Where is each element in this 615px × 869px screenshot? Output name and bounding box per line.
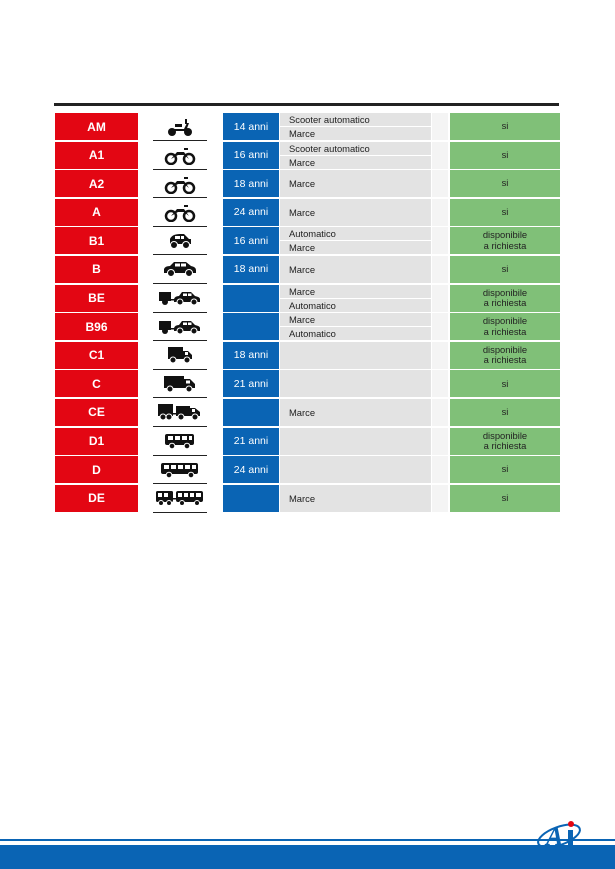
truck-trailer-icon <box>153 399 207 427</box>
scooter-icon <box>153 113 207 141</box>
license-code: DE <box>55 485 138 512</box>
availability-cell <box>450 285 560 312</box>
transmission-option: Automatico <box>289 228 336 240</box>
transmission-option: Marce <box>280 126 431 140</box>
car-trailer-icon <box>153 285 207 313</box>
availability-text: si <box>501 377 509 389</box>
transmission-option: Marce <box>289 206 316 218</box>
availability-cell <box>450 142 560 169</box>
spacer-cell <box>432 113 448 140</box>
minibus-icon <box>153 428 207 456</box>
table-row <box>55 456 560 485</box>
bus-trailer-icon <box>153 485 207 513</box>
license-code: C1 <box>55 342 138 369</box>
min-age: 16 anni <box>223 142 279 169</box>
brand-logo <box>533 812 585 856</box>
table-row <box>55 313 560 342</box>
transmission-cell <box>280 485 431 512</box>
availability-text: disponibile <box>482 286 528 298</box>
motorcycle-icon <box>153 142 207 170</box>
transmission-option: Marce <box>289 178 316 190</box>
license-code: D1 <box>55 428 138 455</box>
license-code: A1 <box>55 142 138 169</box>
availability-cell <box>450 227 560 254</box>
transmission-option: Marce <box>289 406 316 418</box>
car-icon <box>153 256 207 284</box>
spacer-cell <box>432 370 448 397</box>
availability-text: a richiesta <box>483 440 527 452</box>
footer-bar <box>0 845 615 869</box>
license-code: D <box>55 456 138 483</box>
transmission-option: Marce <box>280 240 431 254</box>
availability-cell <box>450 313 560 340</box>
availability-text: si <box>501 177 509 189</box>
license-code: B96 <box>55 313 138 340</box>
availability-cell <box>450 456 560 483</box>
transmission-cell <box>280 370 431 397</box>
table-row <box>55 285 560 314</box>
table-row <box>55 199 560 228</box>
availability-cell <box>450 370 560 397</box>
min-age <box>223 285 279 312</box>
table-row <box>55 342 560 371</box>
license-code: BE <box>55 285 138 312</box>
car-trailer-icon <box>153 313 207 341</box>
license-code: B <box>55 256 138 283</box>
bus-icon <box>153 456 207 484</box>
spacer-cell <box>432 485 448 512</box>
availability-text: a richiesta <box>483 354 527 366</box>
availability-text: si <box>501 491 509 503</box>
table-row <box>55 428 560 457</box>
transmission-cell <box>280 227 431 254</box>
min-age: 21 anni <box>223 428 279 455</box>
transmission-option: Scooter automatico <box>289 114 370 125</box>
min-age: 18 anni <box>223 170 279 197</box>
quadricycle-icon <box>153 227 207 255</box>
table-row <box>55 370 560 399</box>
license-code: A2 <box>55 170 138 197</box>
transmission-option: Automatico <box>280 326 431 340</box>
table-row <box>55 170 560 199</box>
transmission-option: Marce <box>280 155 431 169</box>
transmission-cell <box>280 342 431 369</box>
min-age: 16 anni <box>223 227 279 254</box>
min-age: 18 anni <box>223 256 279 283</box>
motorcycle-icon <box>153 170 207 198</box>
license-code: C <box>55 370 138 397</box>
availability-cell <box>450 342 560 369</box>
transmission-cell <box>280 285 431 312</box>
table-row <box>55 485 560 514</box>
min-age <box>223 485 279 512</box>
min-age: 18 anni <box>223 342 279 369</box>
spacer-cell <box>432 313 448 340</box>
license-code: AM <box>55 113 138 140</box>
transmission-cell <box>280 256 431 283</box>
svg-text:A: A <box>546 822 564 851</box>
min-age <box>223 399 279 426</box>
transmission-option: Automatico <box>280 298 431 312</box>
availability-cell <box>450 428 560 455</box>
availability-text: disponibile <box>482 343 528 355</box>
transmission-option: Scooter automatico <box>289 142 370 154</box>
transmission-cell <box>280 428 431 455</box>
transmission-cell <box>280 399 431 426</box>
availability-cell <box>450 170 560 197</box>
spacer-cell <box>432 199 448 226</box>
spacer-cell <box>432 256 448 283</box>
transmission-cell <box>280 313 431 340</box>
spacer-cell <box>432 456 448 483</box>
availability-text: disponibile <box>482 315 528 327</box>
availability-text: disponibile <box>482 429 528 441</box>
spacer-cell <box>432 428 448 455</box>
availability-text: si <box>501 263 509 275</box>
small-truck-icon <box>153 342 207 370</box>
table-top-rule <box>54 103 559 106</box>
motorcycle-icon <box>153 199 207 227</box>
transmission-option: Marce <box>289 285 316 297</box>
spacer-cell <box>432 342 448 369</box>
spacer-cell <box>432 227 448 254</box>
availability-text: si <box>501 206 509 218</box>
availability-cell <box>450 256 560 283</box>
min-age: 24 anni <box>223 456 279 483</box>
spacer-cell <box>432 399 448 426</box>
availability-text: si <box>501 148 509 160</box>
transmission-option: Marce <box>289 492 316 504</box>
table-row <box>55 399 560 428</box>
table-row <box>55 113 560 142</box>
license-table <box>55 113 560 513</box>
availability-text: si <box>501 463 509 475</box>
truck-icon <box>153 370 207 398</box>
table-row <box>55 142 560 171</box>
min-age: 14 anni <box>223 113 279 140</box>
footer-line <box>0 839 615 841</box>
availability-text: a richiesta <box>483 297 527 309</box>
spacer-cell <box>432 170 448 197</box>
license-code: A <box>55 199 138 226</box>
availability-text: disponibile <box>482 229 528 241</box>
table-row <box>55 227 560 256</box>
availability-text: si <box>501 406 509 418</box>
transmission-cell <box>280 456 431 483</box>
transmission-cell <box>280 113 431 140</box>
min-age <box>223 313 279 340</box>
spacer-cell <box>432 142 448 169</box>
transmission-cell <box>280 170 431 197</box>
min-age: 21 anni <box>223 370 279 397</box>
table-row <box>55 256 560 285</box>
transmission-cell <box>280 142 431 169</box>
availability-cell <box>450 199 560 226</box>
transmission-cell <box>280 199 431 226</box>
min-age: 24 anni <box>223 199 279 226</box>
availability-text: a richiesta <box>483 325 527 337</box>
availability-cell <box>450 113 560 140</box>
transmission-option: Marce <box>289 263 316 275</box>
spacer-cell <box>432 285 448 312</box>
availability-cell <box>450 399 560 426</box>
availability-text: a richiesta <box>483 239 527 251</box>
availability-text: si <box>501 120 509 132</box>
availability-cell <box>450 485 560 512</box>
license-code: B1 <box>55 227 138 254</box>
license-code: CE <box>55 399 138 426</box>
transmission-option: Marce <box>289 314 316 326</box>
